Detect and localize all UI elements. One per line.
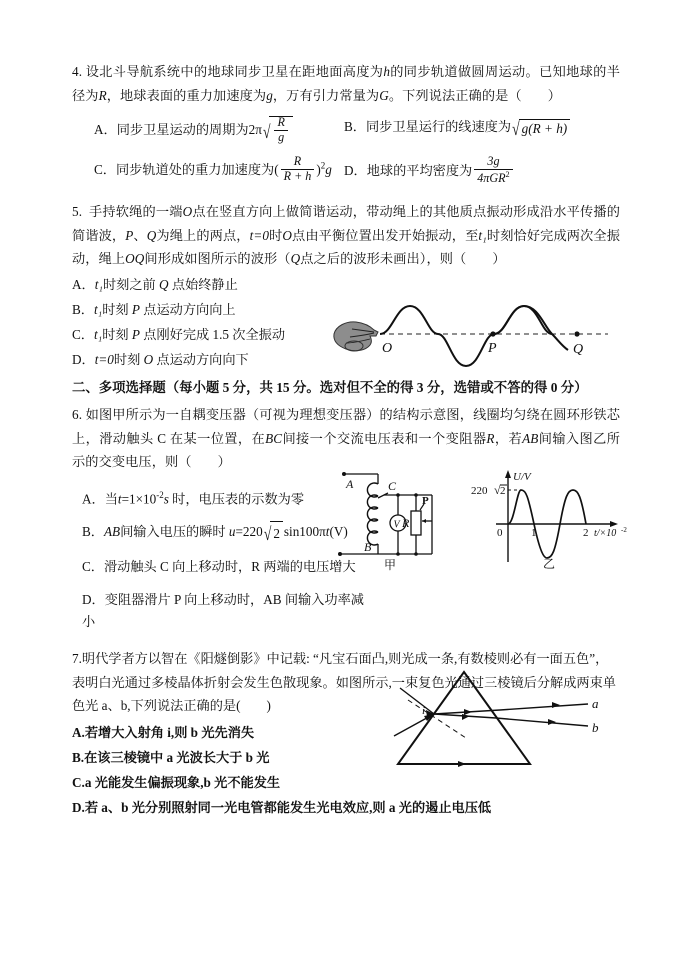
q4-stem-part1: 设北斗导航系统中的地球同步卫星在距地面高度为 <box>85 64 384 79</box>
q4-stem-part1b: 的同步轨道做圆周运动。已知地球的半 <box>390 64 620 79</box>
q5-optB-t: t₁ <box>93 301 103 317</box>
emergent-ray-a <box>500 704 588 710</box>
label-C: C <box>388 479 397 493</box>
q6-optC-text: 滑动触头 C 向上移动时，R 两端的电压增大 <box>103 559 356 575</box>
graph-ytick-sqrt-group <box>494 483 507 497</box>
graph-origin: 0 <box>497 527 503 539</box>
q6-optD-text: 变阻器滑片 P 向上移动时，AB 间输入功率减小 <box>82 592 364 630</box>
resistor-R <box>411 511 421 535</box>
q4-optB-sqrt: √ g(R + h) <box>512 119 570 137</box>
junction-dot-4 <box>414 552 418 556</box>
q4-stem-part2c: ，万有引力常量为 <box>272 87 380 103</box>
q4-optB-label: B． <box>344 119 366 134</box>
q5-stem-b: 点在竖直方向上做简谐运动，带动绳上的其他质点振动形成沿水平传播 <box>192 204 607 220</box>
q4-option-B[interactable] <box>344 116 634 137</box>
prism-label-a: a <box>592 696 599 711</box>
q7-option-C[interactable]: C.a 光能发生偏振现象,b 光不能发生 <box>72 774 281 790</box>
label-V: V <box>393 519 400 531</box>
q4-var-g: g <box>266 87 273 103</box>
q7-stem-line1: 明代学者方以智在《阳燧倒影》中记载: “凡宝石面凸,则光成一条,有数棱则必有一面五色”， <box>81 651 609 667</box>
q6-optA-eq: =1×10 <box>121 491 157 507</box>
q6-optB-u: u <box>228 524 236 540</box>
q4-option-A[interactable] <box>72 116 344 146</box>
q6-optB-unit: (V) <box>329 524 348 540</box>
emergent-ray-b <box>496 718 588 726</box>
q4-optD-den-wrap <box>474 170 512 186</box>
q5-var-OQ: OQ <box>125 251 145 267</box>
q5-var-Q: Q <box>146 227 157 243</box>
q5-stem-h: 时刻恰好完成两次 <box>486 227 594 243</box>
q4-optB-text: 同步卫星运行的线速度为 <box>365 119 512 134</box>
q5-optC-t: t₁ <box>93 326 103 342</box>
slider-P-arrowhead <box>422 519 426 523</box>
q4-optC-tail: g <box>325 162 332 178</box>
q6-optA-pre: 当 <box>104 491 118 507</box>
q4-optD-den: 4πGR <box>477 171 506 186</box>
q7-stem-line3: 色光 a、b,下列说法正确的是( <box>72 698 241 714</box>
q5-optC-mid: 时刻 <box>102 326 129 342</box>
graph-xlabel-exp: -2 <box>621 526 627 534</box>
junction-dot-1 <box>396 493 400 497</box>
q6-option-A[interactable] <box>72 484 364 510</box>
y-axis-arrow <box>505 470 511 478</box>
q4-var-R: R <box>98 87 107 103</box>
point-P-marker <box>490 331 495 336</box>
q5-optB-tail: 点运动方向向上 <box>143 301 236 317</box>
question-5-stem <box>72 200 620 271</box>
q5-stem-e: 为绳上的两点， <box>156 227 250 243</box>
q5-stem-c: 的简谐波， <box>72 204 620 243</box>
q5-option-A[interactable] <box>72 274 324 296</box>
q6-optC-label: C． <box>82 559 104 575</box>
figure-prism-dispersion <box>392 664 618 780</box>
q4-optC-label: C． <box>94 162 116 178</box>
wave-label-Q: Q <box>573 342 584 357</box>
q6-optA-tail: 时，电压表的示数为零 <box>172 491 305 507</box>
q6-optB-AB: AB <box>103 524 121 540</box>
q4-optB-radicand: g(R + h) <box>521 120 568 136</box>
q5-optA-label: A． <box>72 276 95 292</box>
figure-caption-jia: 甲 <box>384 558 397 572</box>
prism-svg <box>392 664 618 780</box>
q5-var-P: P <box>125 227 134 243</box>
q6-var-BC: BC <box>265 430 283 446</box>
q4-optD-num: 3g <box>474 155 512 170</box>
q4-stem-part2d: 。下列说法正确的是（ <box>388 87 522 103</box>
emergent-arrowhead-a <box>552 702 560 708</box>
q5-var-O2: O <box>282 227 293 243</box>
q5-optD-point: O <box>143 351 154 367</box>
q5-optC-tail: 点刚好完成 1.5 次全振动 <box>143 326 286 342</box>
q6-optB-radicand: 2 <box>273 526 280 542</box>
wave-label-P: P <box>488 341 497 356</box>
q5-var-O: O <box>182 204 193 220</box>
q6-optB-sqrt: √ 2 <box>264 521 283 545</box>
q5-number: 5. <box>72 204 83 220</box>
q4-optA-den: g <box>278 129 285 144</box>
q7-options <box>72 720 372 795</box>
q6-options <box>72 484 364 633</box>
q6-optB-mid: 间输入电压的瞬时 <box>120 524 226 540</box>
q7-option-A[interactable]: A.若增大入射角 i,则 b 光先消失 <box>72 724 255 740</box>
label-A: A <box>346 477 354 491</box>
q4-optA-num: R <box>274 116 287 131</box>
q6-optB-eq: =220 <box>235 524 263 540</box>
q6-option-D[interactable] <box>72 589 364 633</box>
q6-stem-line2c: ，若 <box>494 430 523 446</box>
label-B: B <box>364 540 372 554</box>
q6-stem-line2b: 间接一个交流电压表和一个变阻器 <box>282 430 487 446</box>
figure-voltage-graph <box>466 466 628 574</box>
q5-option-C[interactable] <box>72 324 324 346</box>
q6-optA-unit: s <box>163 491 169 507</box>
q7-stem-line2: 表明白光通过多棱晶体折射会发生色散现象。如图所示,一束复色光通过三棱镜后分解成两束单 <box>72 674 616 690</box>
q6-optB-t: t <box>325 524 330 540</box>
coil-windings <box>367 483 378 545</box>
q4-option-C[interactable]: C．同步轨道处的重力加速度为( $\frac{R}{R + h}$ )$^2$g <box>94 154 332 183</box>
internal-arrowhead-a <box>464 709 472 715</box>
q4-optA-text: 同步卫星运动的周期为 <box>116 122 249 138</box>
q5-optB-point: P <box>131 301 140 317</box>
figure-rope-wave <box>330 296 622 378</box>
figure-caption-yi: 乙 <box>543 557 556 571</box>
q6-option-C[interactable] <box>72 556 364 578</box>
q4-var-G: G <box>379 87 389 103</box>
q5-stem-g: 点由平衡位置出发开始振动，至 <box>292 227 479 243</box>
q4-optC-den: R + h <box>283 168 312 183</box>
q6-var-AB: AB <box>522 430 539 446</box>
wave-curve <box>380 306 552 366</box>
graph-svg <box>466 466 628 574</box>
q4-optC-text: 同步轨道处的重力加速度为 <box>115 162 275 178</box>
q5-stem-close: ） <box>492 251 506 267</box>
q6-var-R: R <box>486 430 495 446</box>
q5-options <box>72 274 324 371</box>
q5-optA-point: Q <box>159 276 169 292</box>
q4-options-row-2 <box>72 154 620 187</box>
q5-optC-label: C． <box>72 326 94 342</box>
sqrt-radical-icon: √ <box>494 483 501 497</box>
q6-optA-t: t <box>117 491 122 507</box>
graph-xtick-2: 2 <box>583 527 589 539</box>
q6-stem-line2a: 上，滑动触头 C 在某一位置，在 <box>72 430 266 446</box>
hand-icon <box>334 322 378 351</box>
q5-optA-mid: 时刻之前 <box>102 276 156 292</box>
q7-option-D[interactable]: D.若 a、b 光分别照射同一光电管都能发生光电效应,则 a 光的遏止电压低 <box>72 799 492 815</box>
q5-optD-t: t=0 <box>94 351 114 367</box>
transformer-svg <box>336 466 478 572</box>
q6-optB-sin: sin100π <box>283 524 326 540</box>
wave-svg <box>330 296 622 378</box>
q5-option-D[interactable] <box>72 349 324 371</box>
q4-var-h: h <box>383 64 391 79</box>
q7-number: 7. <box>72 651 82 667</box>
q6-option-B[interactable] <box>72 521 364 545</box>
q4-optC-power: 2 <box>320 160 326 171</box>
q6-optA-label: A． <box>82 491 105 507</box>
q5-optC-point: P <box>131 326 140 342</box>
q5-optB-mid: 时刻 <box>102 301 129 317</box>
emergent-arrowhead-b <box>548 719 556 725</box>
q6-number: 6. <box>72 407 83 423</box>
q4-optD-den-power: 2 <box>505 169 510 179</box>
q4-option-D[interactable] <box>344 154 634 187</box>
q5-t1: t₁ <box>478 227 487 243</box>
incident-ray-upper <box>400 688 434 714</box>
label-R: R <box>402 516 410 530</box>
q7-option-B[interactable]: B.在该三棱镜中 a 光波长大于 b 光 <box>72 749 270 765</box>
question-4-stem <box>72 60 620 107</box>
section-2-header: 二、多项选择题（每小题 5 分，共 15 分。选对但不全的得 3 分，选错或不答的得 0 分） <box>72 379 588 395</box>
q4-stem-part2a: 径为 <box>72 87 99 103</box>
q6-stem-close: ） <box>217 454 231 470</box>
q4-stem-part2b: ，地球表面的重力加速度为 <box>106 87 267 103</box>
q5-optD-tail: 点运动方向向下 <box>156 351 249 367</box>
q7-stem-close: ) <box>266 698 271 714</box>
q5-optA-t: t₁ <box>94 276 103 292</box>
q5-stem-d: 、 <box>133 227 147 243</box>
q4-number: 4. <box>72 64 83 79</box>
q5-optB-label: B． <box>72 301 94 317</box>
q4-optA-coef: 2π <box>248 122 262 138</box>
q4-options-row-1 <box>72 116 620 146</box>
q5-stem-j: 间形成如图所示的波形（ <box>144 251 291 267</box>
q4-optD-text: 地球的平均密度为 <box>366 163 473 179</box>
q4-stem-close: ） <box>547 87 561 103</box>
q6-optB-label: B． <box>82 524 104 540</box>
x-axis-arrow <box>610 521 618 527</box>
graph-xtick-1: 1 <box>531 527 537 539</box>
q5-optA-tail: 点始终静止 <box>171 276 238 292</box>
q5-stem-a: 手持软绳的一端 <box>89 204 183 220</box>
normal-line-dashed <box>408 700 466 738</box>
junction-dot-2 <box>414 493 418 497</box>
q6-optD-label: D． <box>82 592 105 608</box>
internal-arrowhead-b <box>462 714 470 720</box>
q5-optD-mid: 时刻 <box>113 351 141 367</box>
q5-option-B[interactable] <box>72 299 324 321</box>
graph-ytick-sqrt: 2 <box>500 485 506 497</box>
graph-ytick-value: 220 <box>471 485 488 497</box>
q5-t0: t=0 <box>249 227 270 243</box>
wave-label-O: O <box>382 341 393 356</box>
q5-stem-i: 全振动，绳上 <box>72 227 620 267</box>
prism-label-b: b <box>592 720 599 735</box>
q5-optD-label: D． <box>72 351 95 367</box>
q4-optD-label: D． <box>344 163 367 179</box>
q6-stem-line1: 如图甲所示为一自耦变压器（可视为理想变压器）的结构示意图，线圈均匀绕在圆环形铁芯 <box>85 407 620 423</box>
base-arrowhead <box>458 761 466 767</box>
q6-optA-exp: -2 <box>156 489 164 500</box>
q5-stem-f: 时 <box>269 227 283 243</box>
point-Q-marker <box>574 331 579 336</box>
q5-stem-k: 点之后的波形未画出），则（ <box>300 251 467 267</box>
junction-dot-3 <box>396 552 400 556</box>
question-6-stem <box>72 403 620 474</box>
q5-var-Q2: Q <box>290 251 301 267</box>
wave-curve-tail <box>494 306 568 350</box>
q4-optA-label: A． <box>94 122 117 138</box>
figure-transformer-circuit <box>336 466 478 572</box>
label-P: P <box>422 495 429 507</box>
q4-optA-sqrt: √ $\frac{R}{g}$ <box>263 116 293 146</box>
prism-label-i: i <box>422 705 426 717</box>
graph-xlabel: t/×10 <box>594 528 617 539</box>
graph-ylabel: U/V <box>513 471 531 483</box>
q6-stem-line3: 示的交变电压，则（ <box>72 454 192 470</box>
q4-optC-num: R <box>281 155 315 170</box>
q6-stem-line2d: 间输入图乙所 <box>538 430 620 446</box>
